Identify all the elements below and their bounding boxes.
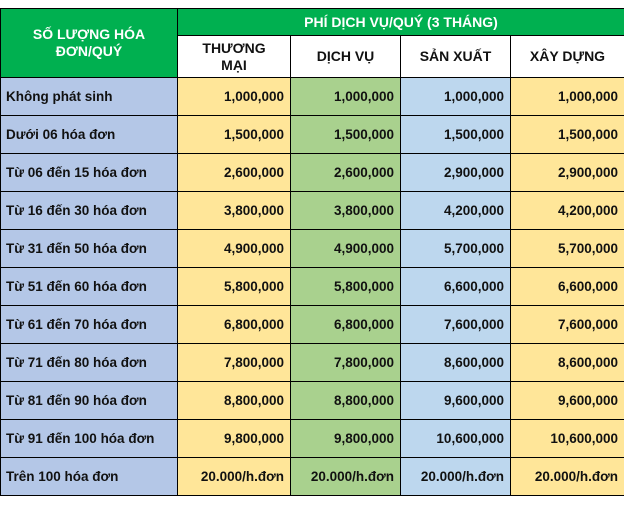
column-header-san-xuat: SẢN XUẤT xyxy=(401,36,511,78)
fee-cell-san-xuat: 10,600,000 xyxy=(401,420,511,458)
fee-cell-dich-vu: 5,800,000 xyxy=(291,268,401,306)
row-label: Từ 16 đến 30 hóa đơn xyxy=(1,192,178,230)
service-fee-table xyxy=(0,8,624,496)
fee-cell-xay-dung: 2,900,000 xyxy=(511,154,624,192)
fee-cell-san-xuat: 2,900,000 xyxy=(401,154,511,192)
fee-cell-san-xuat: 20.000/h.đơn xyxy=(401,458,511,496)
fee-cell-dich-vu: 6,800,000 xyxy=(291,306,401,344)
fee-cell-dich-vu: 7,800,000 xyxy=(291,344,401,382)
fee-cell-san-xuat: 7,600,000 xyxy=(401,306,511,344)
fee-cell-thuong-mai: 3,800,000 xyxy=(178,192,291,230)
row-label: Từ 71 đến 80 hóa đơn xyxy=(1,344,178,382)
fee-cell-dich-vu: 4,900,000 xyxy=(291,230,401,268)
fee-cell-san-xuat: 1,000,000 xyxy=(401,78,511,116)
row-label: Từ 61 đến 70 hóa đơn xyxy=(1,306,178,344)
fee-cell-thuong-mai: 1,000,000 xyxy=(178,78,291,116)
table-row xyxy=(1,306,624,344)
label-column-header: SỐ LƯỢNG HÓA ĐƠN/QUÝ xyxy=(1,9,178,78)
fee-cell-xay-dung: 1,500,000 xyxy=(511,116,624,154)
row-label: Từ 06 đến 15 hóa đơn xyxy=(1,154,178,192)
cropped-text-strip xyxy=(0,0,624,8)
table-row xyxy=(1,230,624,268)
fee-cell-xay-dung: 7,600,000 xyxy=(511,306,624,344)
fee-cell-dich-vu: 8,800,000 xyxy=(291,382,401,420)
fee-cell-san-xuat: 1,500,000 xyxy=(401,116,511,154)
table-row xyxy=(1,268,624,306)
fee-cell-xay-dung: 1,000,000 xyxy=(511,78,624,116)
fee-cell-san-xuat: 6,600,000 xyxy=(401,268,511,306)
fee-cell-xay-dung: 6,600,000 xyxy=(511,268,624,306)
header-row-1 xyxy=(1,9,624,36)
fee-cell-thuong-mai: 7,800,000 xyxy=(178,344,291,382)
table-row xyxy=(1,458,624,496)
fee-cell-dich-vu: 9,800,000 xyxy=(291,420,401,458)
fee-cell-xay-dung: 5,700,000 xyxy=(511,230,624,268)
table-row xyxy=(1,78,624,116)
fee-cell-xay-dung: 20.000/h.đơn xyxy=(511,458,624,496)
fee-cell-thuong-mai: 1,500,000 xyxy=(178,116,291,154)
fee-cell-san-xuat: 9,600,000 xyxy=(401,382,511,420)
table-row xyxy=(1,192,624,230)
row-label: Không phát sinh xyxy=(1,78,178,116)
fee-cell-dich-vu: 20.000/h.đơn xyxy=(291,458,401,496)
row-label: Từ 51 đến 60 hóa đơn xyxy=(1,268,178,306)
column-header-thuong-mai: THƯƠNG MẠI xyxy=(178,36,291,78)
fee-cell-thuong-mai: 5,800,000 xyxy=(178,268,291,306)
table-row xyxy=(1,382,624,420)
fee-cell-thuong-mai: 9,800,000 xyxy=(178,420,291,458)
fee-cell-san-xuat: 5,700,000 xyxy=(401,230,511,268)
row-label: Từ 31 đến 50 hóa đơn xyxy=(1,230,178,268)
fee-cell-xay-dung: 8,600,000 xyxy=(511,344,624,382)
fee-cell-dich-vu: 2,600,000 xyxy=(291,154,401,192)
fee-cell-dich-vu: 1,500,000 xyxy=(291,116,401,154)
fee-cell-dich-vu: 1,000,000 xyxy=(291,78,401,116)
fee-cell-thuong-mai: 4,900,000 xyxy=(178,230,291,268)
table-row xyxy=(1,116,624,154)
column-header-dich-vu: DỊCH VỤ xyxy=(291,36,401,78)
fee-cell-thuong-mai: 8,800,000 xyxy=(178,382,291,420)
table-row xyxy=(1,420,624,458)
row-label: Dưới 06 hóa đơn xyxy=(1,116,178,154)
row-label: Từ 91 đến 100 hóa đơn xyxy=(1,420,178,458)
fee-cell-san-xuat: 4,200,000 xyxy=(401,192,511,230)
fee-cell-thuong-mai: 2,600,000 xyxy=(178,154,291,192)
fee-group-header: PHÍ DỊCH VỤ/QUÝ (3 THÁNG) xyxy=(178,9,624,36)
fee-cell-thuong-mai: 6,800,000 xyxy=(178,306,291,344)
fee-cell-thuong-mai: 20.000/h.đơn xyxy=(178,458,291,496)
fee-cell-dich-vu: 3,800,000 xyxy=(291,192,401,230)
fee-cell-xay-dung: 10,600,000 xyxy=(511,420,624,458)
column-header-xay-dung: XÂY DỰNG xyxy=(511,36,624,78)
fee-cell-san-xuat: 8,600,000 xyxy=(401,344,511,382)
row-label: Từ 81 đến 90 hóa đơn xyxy=(1,382,178,420)
fee-cell-xay-dung: 4,200,000 xyxy=(511,192,624,230)
table-row xyxy=(1,344,624,382)
fee-cell-xay-dung: 9,600,000 xyxy=(511,382,624,420)
row-label: Trên 100 hóa đơn xyxy=(1,458,178,496)
table-row xyxy=(1,154,624,192)
